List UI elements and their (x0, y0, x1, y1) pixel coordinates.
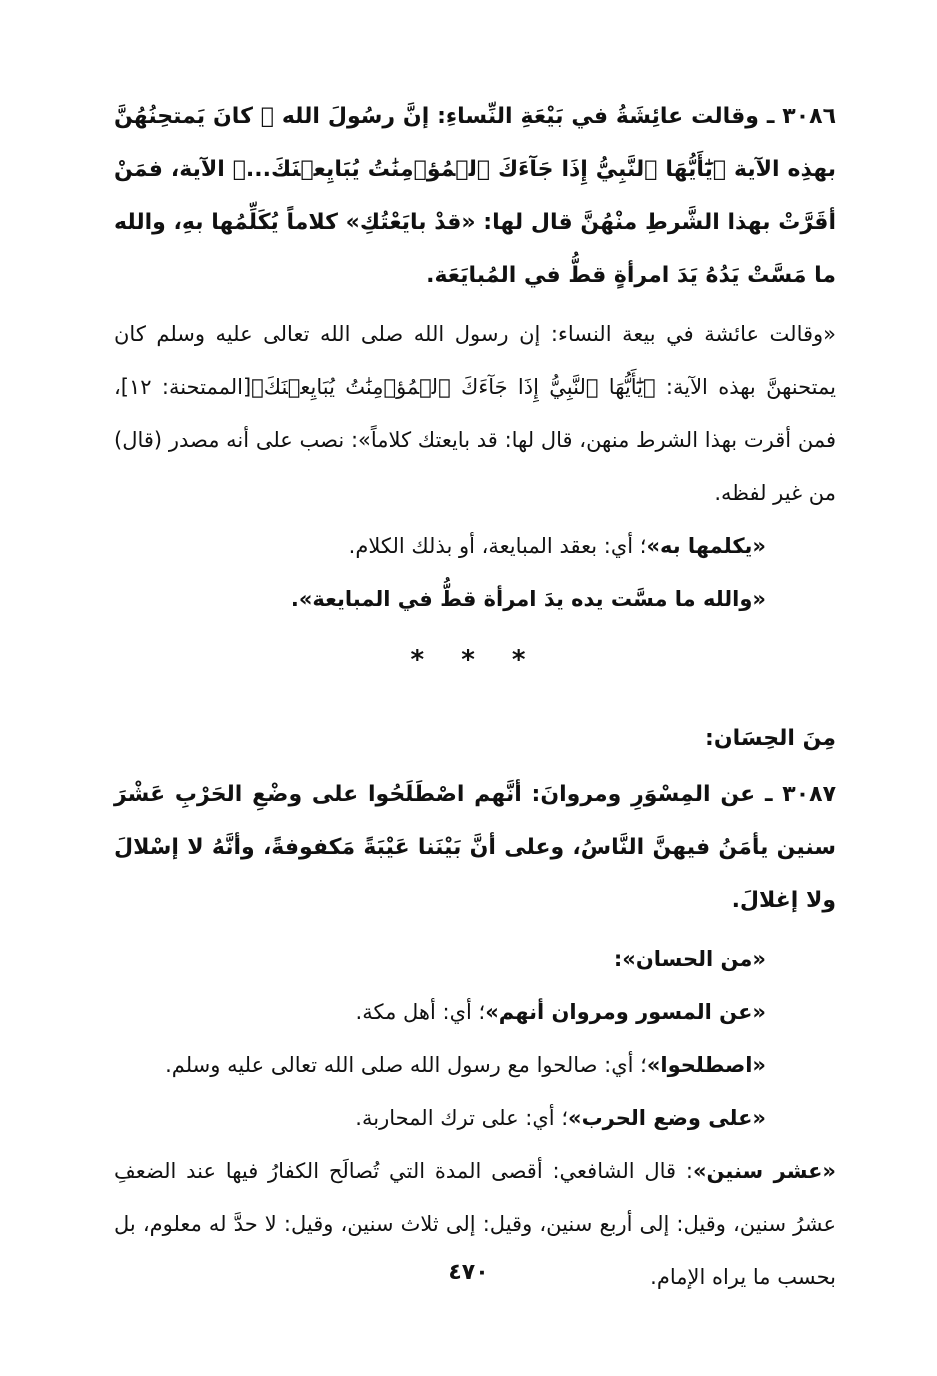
commentary-3086-p3: «والله ما مسَّت يده يدَ امرأة قطُّ في المبايعة». (290, 587, 766, 611)
commentary-3087-l3 (114, 1039, 836, 1092)
explanation: ؛ أي: على ترك المحاربة. (355, 1106, 568, 1130)
section-separator: * * * (410, 645, 540, 675)
hadith-3086: ٣٠٨٦ ـ وقالت عائِشَةُ في بَيْعَةِ النِّساءِ: إنَّ رسُولَ الله ﷺ كانَ يَمتحِنُهُنَّ بهذِه الآية ﴿يَٰٓأَيُّهَا ٱلنَّبِيُّ إِذَا جَآءَكَ ٱلۡمُؤۡمِنَٰتُ يُبَايِعۡنَكَ...﴾ الآية، فمَنْ أقَرَّتْ بهذا الشَّرطِ منْهُنَّ قال لها: «قدْ بايَعْتُكِ» كلاماً يُكَلِّمُها بهِ، والله ما مَسَّتْ يَدُهُ يَدَ امرأةٍ قطُّ في المُبايَعَة. (114, 104, 836, 288)
commentary-3086-p2 (114, 520, 836, 573)
page-number: ٤٧٠ (448, 1260, 489, 1285)
hadith-3087: ٣٠٨٧ ـ عن المِسْوَرِ ومروانَ: أنَّهم اصْطَلَحُوا على وضْعِ الحَرْبِ عَشْرَ سنين يأمَنُ فيهنَّ النَّاسُ، وعلى أنَّ بَيْنَنا عَيْبَةً مَكفوفةً، وأنَّهُ لا إسْلالَ ولا إغلالَ. (114, 782, 836, 913)
explanation: ؛ أي: بعقد المبايعة، أو بذلك الكلام. (348, 534, 647, 558)
explanation: : قال الشافعي: أقصى المدة التي تُصالَح الكفارُ فيها عند الضعفِ عشرُ سنين، وقيل: إلى أربع سنين، وقيل: إلى ثلاث سنين، وقيل: لا حدَّ له معلوم، بل بحسب ما يراه الإمام. (114, 1159, 836, 1289)
commentary-3087-l2 (114, 986, 836, 1039)
commentary-3087-l4 (114, 1092, 836, 1145)
section-heading: مِنَ الحِسَان: (705, 726, 836, 751)
page-body (114, 90, 836, 1304)
lemma: «على وضع الحرب» (568, 1106, 766, 1130)
commentary-3087-l1: «من الحسان»: (613, 947, 766, 971)
explanation: ؛ أي: صالحوا مع رسول الله صلى الله تعالى عليه وسلم. (165, 1053, 647, 1077)
lemma: «عشر سنين» (692, 1159, 836, 1183)
lemma: «يكلمها به» (646, 534, 766, 558)
explanation: ؛ أي: أهل مكة. (355, 1000, 486, 1024)
commentary-3086-p1: «وقالت عائشة في بيعة النساء: إن رسول الله صلى الله تعالى عليه وسلم كان يمتحنهنَّ بهذه الآية: ﴿يَٰٓأَيُّهَا ٱلنَّبِيُّ إِذَا جَآءَكَ ٱلۡمُؤۡمِنَٰتُ يُبَايِعۡنَكَ﴾[الممتحنة: ١٢]، فمن أقرت بهذا الشرط منهن، قال لها: قد بايعتك كلاماً»: نصب على أنه مصدر (قال) من غير لفظه. (114, 322, 836, 505)
lemma: «اصطلحوا» (646, 1053, 766, 1077)
lemma: «عن المسور ومروان أنهم» (485, 1000, 766, 1024)
